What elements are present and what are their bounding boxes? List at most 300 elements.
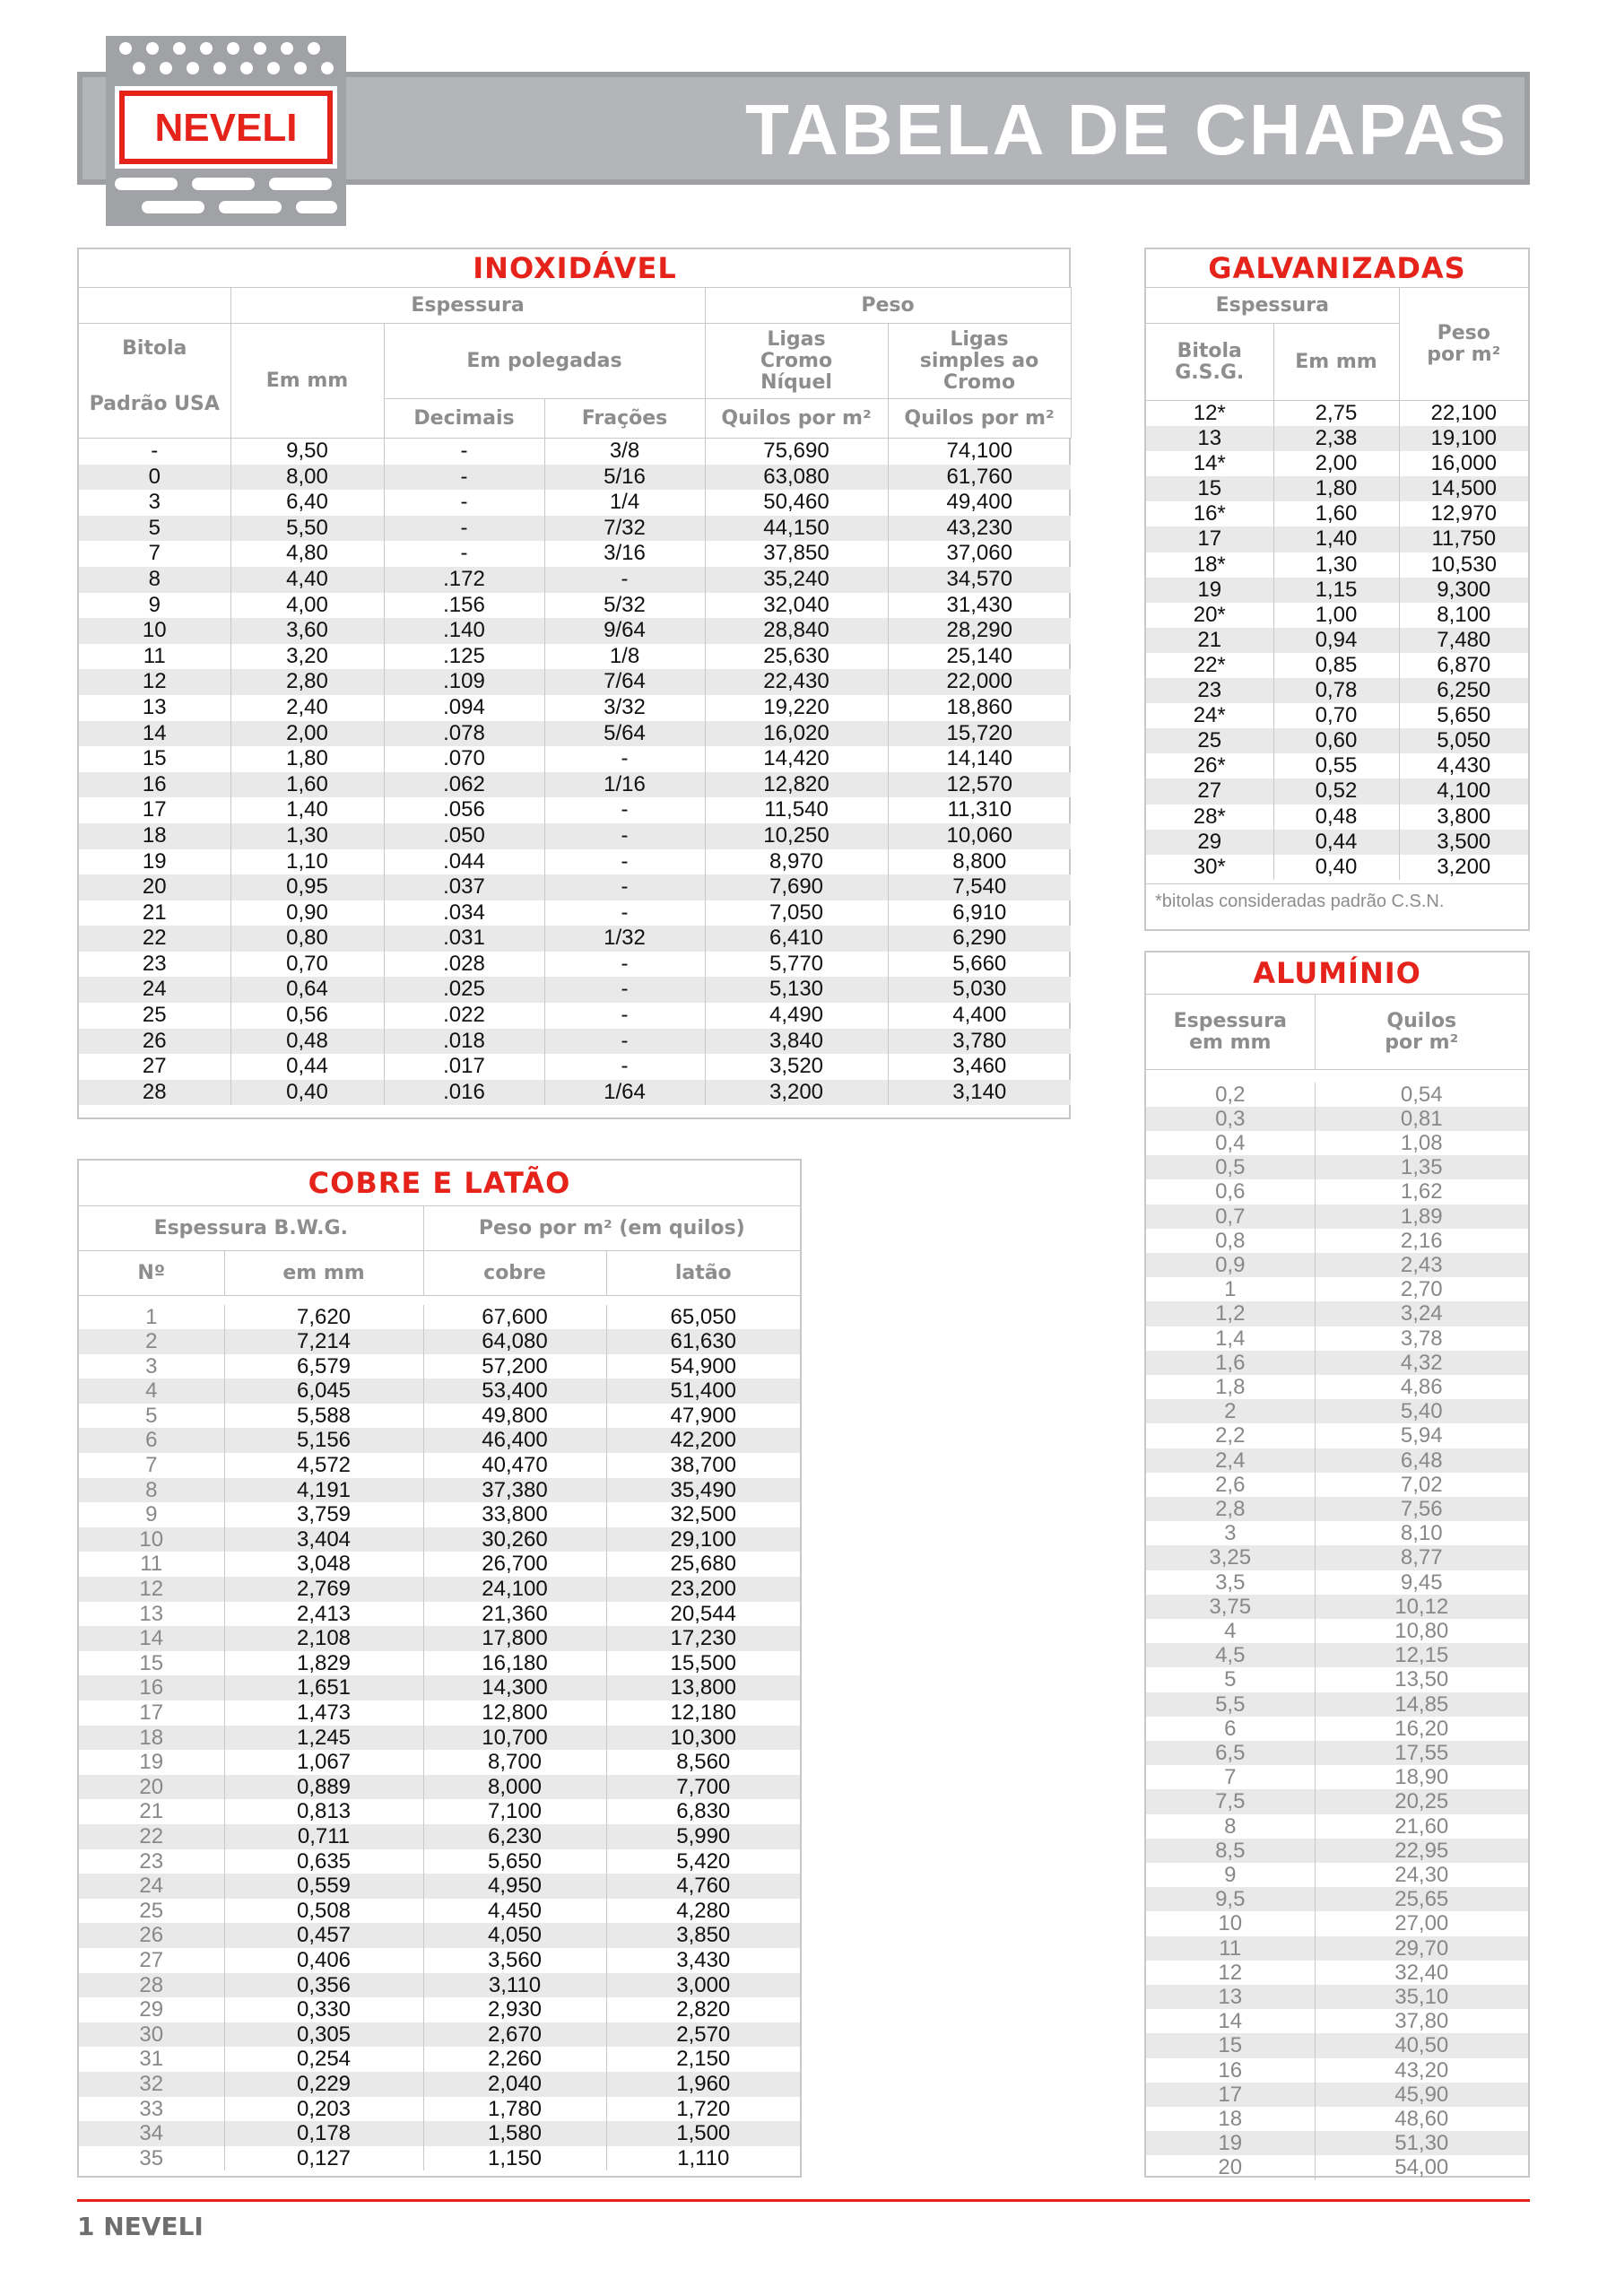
table-cell: 17 xyxy=(1146,526,1273,552)
table-cell: 7,540 xyxy=(888,874,1071,900)
table-row xyxy=(1146,526,1528,552)
table-cell: 19 xyxy=(1146,2131,1315,2155)
table-cell: 8 xyxy=(1224,1813,1237,1839)
table-cell: 15 xyxy=(1146,476,1273,501)
table-cell: 4,40 xyxy=(230,567,384,593)
table-cell: - xyxy=(384,490,544,516)
table-cell: 6,48 xyxy=(1315,1448,1528,1473)
table-row xyxy=(1146,1351,1528,1375)
table-cell: 6,870 xyxy=(1399,653,1528,678)
table-cell: .172 xyxy=(384,567,544,593)
table-cell: 4,400 xyxy=(888,1003,1071,1029)
table-cell: 2,4 xyxy=(1146,1448,1315,1473)
table-row xyxy=(79,2146,800,2171)
table-cell: 3,500 xyxy=(1399,830,1528,855)
table-row xyxy=(79,618,1071,644)
table-cell: 8,000 xyxy=(423,1775,606,1800)
table-cell: 4,450 xyxy=(423,1899,606,1924)
galv-table xyxy=(1146,249,1528,880)
table-cell: 11,750 xyxy=(1399,526,1528,552)
table-cell: 12,970 xyxy=(1399,501,1528,526)
table-cell: 1 xyxy=(145,1304,158,1329)
table-cell: 5,5 xyxy=(1146,1692,1315,1717)
table-cell: 5,770 xyxy=(705,952,888,978)
inox-bitola-header: Bitola xyxy=(122,337,187,360)
table-cell: 6,410 xyxy=(705,926,888,952)
table-cell: 11 xyxy=(1146,1936,1315,1961)
table-cell: 25 xyxy=(1146,728,1273,753)
table-row xyxy=(1146,1863,1528,1887)
table-cell: 1/8 xyxy=(544,644,705,670)
table-cell: - xyxy=(544,977,705,1003)
table-cell: 0,229 xyxy=(224,2072,423,2097)
table-cell: 12,800 xyxy=(423,1700,606,1726)
table-cell: 23,200 xyxy=(606,1577,800,1602)
table-cell: 1/32 xyxy=(544,926,705,952)
table-cell: 8,970 xyxy=(705,849,888,875)
table-row xyxy=(79,721,1071,747)
table-cell: 1,2 xyxy=(1146,1301,1315,1326)
table-cell: 0,559 xyxy=(224,1874,423,1899)
table-cell: 18,860 xyxy=(888,695,1071,721)
table-cell: 7,02 xyxy=(1315,1473,1528,1497)
table-cell: 3/32 xyxy=(544,695,705,721)
table-cell: 0,56 xyxy=(230,1003,384,1029)
table-cell: 42,200 xyxy=(606,1428,800,1453)
table-cell: 17 xyxy=(1146,2083,1315,2107)
table-cell: 63,080 xyxy=(705,465,888,491)
table-cell: 2,820 xyxy=(606,1997,800,2022)
table-cell: 64,080 xyxy=(423,1329,606,1354)
table-cell: 14 xyxy=(79,721,230,747)
table-cell: 29,70 xyxy=(1315,1936,1528,1961)
table-row xyxy=(1146,578,1528,603)
table-row xyxy=(79,1054,1071,1080)
table-cell: .070 xyxy=(384,746,544,772)
table-cell: 48,60 xyxy=(1315,2107,1528,2131)
table-cell: .062 xyxy=(384,772,544,798)
table-row xyxy=(79,1675,800,1700)
table-cell: 7,56 xyxy=(1315,1497,1528,1521)
table-cell: - xyxy=(384,541,544,567)
table-cell: 1,110 xyxy=(606,2146,800,2171)
table-row xyxy=(79,2097,800,2122)
table-row xyxy=(1146,1765,1528,1789)
table-row xyxy=(1146,1301,1528,1326)
table-row xyxy=(1146,1131,1528,1155)
table-cell: 2,2 xyxy=(1215,1423,1246,1448)
table-cell: 16,000 xyxy=(1399,451,1528,476)
cobre-rows xyxy=(79,1305,800,2171)
table-cell: 37,850 xyxy=(705,541,888,567)
table-cell: 7,480 xyxy=(1399,628,1528,653)
table-cell: 5/64 xyxy=(544,721,705,747)
table-row xyxy=(1146,855,1528,880)
table-row xyxy=(1146,1985,1528,2009)
table-cell: 5,50 xyxy=(230,516,384,542)
table-row xyxy=(79,1750,800,1775)
table-cell: 23 xyxy=(142,951,167,976)
galv-peso-header: Peso por m² xyxy=(1399,288,1528,401)
table-row xyxy=(79,2072,800,2097)
table-cell: 2,670 xyxy=(423,2022,606,2048)
table-cell: - xyxy=(544,952,705,978)
table-row xyxy=(1146,1839,1528,1863)
table-cell: 26 xyxy=(79,1029,230,1055)
table-row xyxy=(79,1626,800,1651)
table-row xyxy=(79,849,1071,875)
table-cell: 15 xyxy=(139,1650,164,1675)
table-cell: 1 xyxy=(1224,1277,1237,1302)
table-cell: .018 xyxy=(384,1029,544,1055)
table-cell: 61,630 xyxy=(606,1329,800,1354)
table-cell: 25,680 xyxy=(606,1552,800,1577)
table-cell: 20,25 xyxy=(1315,1789,1528,1813)
page-title: TABELA DE CHAPAS xyxy=(745,90,1508,170)
table-row xyxy=(1146,678,1528,703)
table-cell: 2,413 xyxy=(224,1602,423,1627)
table-row xyxy=(1146,1717,1528,1741)
table-row xyxy=(1146,703,1528,728)
table-cell: 75,690 xyxy=(705,439,888,465)
table-cell: 18 xyxy=(1218,2107,1243,2132)
table-cell: 8 xyxy=(79,1478,224,1503)
table-cell: 5/16 xyxy=(544,465,705,491)
table-cell: 25 xyxy=(139,1898,164,1923)
table-cell: 5,650 xyxy=(423,1849,606,1874)
table-cell: 0,60 xyxy=(1273,728,1399,753)
footer-page-label: 1 NEVELI xyxy=(77,2212,204,2241)
table-cell: 0,889 xyxy=(224,1775,423,1800)
table-cell: 0,48 xyxy=(1273,804,1399,830)
table-cell: 1,067 xyxy=(224,1750,423,1775)
table-cell: 1,960 xyxy=(606,2072,800,2097)
table-cell: 2,70 xyxy=(1315,1277,1528,1301)
table-cell: - xyxy=(544,849,705,875)
table-cell: 7,100 xyxy=(423,1799,606,1824)
table-cell: 18 xyxy=(79,823,230,849)
table-cell: 2,00 xyxy=(230,721,384,747)
table-cell: 24 xyxy=(79,977,230,1003)
table-cell: 33,800 xyxy=(423,1502,606,1527)
table-cell: 5,130 xyxy=(705,977,888,1003)
table-cell: 28,290 xyxy=(888,618,1071,644)
table-cell: 2,108 xyxy=(224,1626,423,1651)
table-cell: 37,060 xyxy=(888,541,1071,567)
table-cell: 35,240 xyxy=(705,567,888,593)
table-cell: 17,800 xyxy=(423,1626,606,1651)
table-cell: 7,690 xyxy=(705,874,888,900)
table-row xyxy=(79,439,1071,465)
inox-rows xyxy=(79,439,1071,1106)
table-cell: 6,045 xyxy=(224,1378,423,1404)
table-cell: 7 xyxy=(1224,1765,1237,1790)
table-row xyxy=(79,1799,800,1824)
table-cell: 49,400 xyxy=(888,490,1071,516)
table-cell: 13,800 xyxy=(606,1675,800,1700)
table-cell: 27 xyxy=(139,1947,164,1972)
galv-table-box xyxy=(1144,248,1530,931)
table-cell: 3,430 xyxy=(606,1948,800,1973)
table-cell: 4,191 xyxy=(224,1478,423,1503)
table-cell: 1,473 xyxy=(224,1700,423,1726)
table-cell: 1,62 xyxy=(1315,1179,1528,1204)
table-cell: 25 xyxy=(142,1003,167,1028)
table-cell: 30* xyxy=(1193,854,1226,879)
table-cell: 0,94 xyxy=(1273,628,1399,653)
table-cell: 21 xyxy=(139,1799,164,1824)
table-row xyxy=(79,926,1071,952)
table-cell: .044 xyxy=(384,849,544,875)
table-cell: 17 xyxy=(142,797,167,822)
table-row xyxy=(79,1378,800,1404)
table-cell: 0,44 xyxy=(1273,830,1399,855)
table-row xyxy=(79,1354,800,1379)
table-row xyxy=(79,797,1071,823)
table-row xyxy=(1146,2131,1528,2155)
table-cell: 7/32 xyxy=(544,516,705,542)
table-cell: 20,544 xyxy=(606,1602,800,1627)
table-row xyxy=(1146,1375,1528,1399)
table-cell: 3,759 xyxy=(224,1502,423,1527)
table-cell: 4,280 xyxy=(606,1899,800,1924)
table-row xyxy=(79,1577,800,1602)
table-row xyxy=(79,1726,800,1751)
table-cell: 0,6 xyxy=(1215,1179,1246,1205)
table-row xyxy=(1146,1448,1528,1473)
table-cell: .025 xyxy=(384,977,544,1003)
table-cell: 24* xyxy=(1193,703,1226,728)
table-cell: 0,70 xyxy=(1273,703,1399,728)
table-row xyxy=(1146,1545,1528,1570)
table-cell: 3,520 xyxy=(705,1054,888,1080)
table-row xyxy=(1146,1229,1528,1253)
table-cell: .022 xyxy=(384,1003,544,1029)
table-cell: 29,100 xyxy=(606,1527,800,1552)
table-row xyxy=(1146,1667,1528,1692)
table-cell: 57,200 xyxy=(423,1354,606,1379)
table-cell: 32 xyxy=(79,2072,224,2097)
table-cell: 22,95 xyxy=(1315,1839,1528,1863)
table-row xyxy=(79,1404,800,1429)
table-cell: 0,305 xyxy=(224,2022,423,2048)
table-cell: 10 xyxy=(79,618,230,644)
table-cell: .078 xyxy=(384,721,544,747)
galv-bitola-header: Bitola G.S.G. xyxy=(1146,324,1273,401)
table-cell: 13 xyxy=(1146,1985,1315,2009)
table-row xyxy=(1146,2033,1528,2057)
table-cell: 5,050 xyxy=(1399,728,1528,753)
cobre-latao-header: latão xyxy=(606,1251,800,1296)
table-cell: 1,651 xyxy=(224,1675,423,1700)
table-cell: 12 xyxy=(79,669,230,695)
table-row xyxy=(79,541,1071,567)
table-row xyxy=(79,977,1071,1003)
table-cell: 11,540 xyxy=(705,797,888,823)
table-row xyxy=(1146,451,1528,476)
cobre-esp-header: Espessura B.W.G. xyxy=(79,1206,423,1251)
table-cell: 1,4 xyxy=(1215,1326,1246,1351)
table-cell: 2,260 xyxy=(423,2047,606,2072)
table-cell: 51,400 xyxy=(606,1378,800,1404)
table-cell: - xyxy=(544,1003,705,1029)
table-cell: 0,8 xyxy=(1215,1228,1246,1253)
table-cell: 22 xyxy=(79,1824,224,1849)
table-cell: 1,150 xyxy=(423,2146,606,2171)
table-cell: 4,86 xyxy=(1315,1375,1528,1399)
table-cell: .037 xyxy=(384,874,544,900)
table-cell: 0,70 xyxy=(230,952,384,978)
table-row xyxy=(1146,1423,1528,1448)
table-row xyxy=(1146,830,1528,855)
table-cell: 18 xyxy=(79,1726,224,1751)
cobre-no-header: Nº xyxy=(79,1251,224,1296)
table-cell: - xyxy=(544,797,705,823)
table-cell: 3/8 xyxy=(544,439,705,465)
table-cell: 16 xyxy=(79,772,230,798)
table-cell: 40,470 xyxy=(423,1453,606,1478)
table-row xyxy=(1146,778,1528,804)
table-cell: 3,780 xyxy=(888,1029,1071,1055)
table-cell: 32,040 xyxy=(705,593,888,619)
table-cell: 20 xyxy=(79,874,230,900)
table-cell: 7/64 xyxy=(544,669,705,695)
table-cell: 4,760 xyxy=(606,1874,800,1899)
table-cell: 1,15 xyxy=(1273,578,1399,603)
table-cell: 3,5 xyxy=(1215,1570,1246,1595)
table-cell: 2,930 xyxy=(423,1997,606,2022)
table-row xyxy=(79,593,1071,619)
table-cell: 22* xyxy=(1193,652,1226,677)
table-cell: .034 xyxy=(384,900,544,926)
table-cell: .017 xyxy=(384,1054,544,1080)
table-cell: 8,77 xyxy=(1315,1545,1528,1570)
table-cell: 0,81 xyxy=(1315,1107,1528,1131)
table-cell: 1,40 xyxy=(1273,526,1399,552)
table-cell: 21 xyxy=(1146,628,1273,653)
table-cell: 0,85 xyxy=(1273,653,1399,678)
table-cell: 2,040 xyxy=(423,2072,606,2097)
table-cell: 6 xyxy=(79,1428,224,1453)
table-cell: 19 xyxy=(142,848,167,874)
table-row xyxy=(1146,1083,1528,1107)
cobre-emmm-header: em mm xyxy=(224,1251,423,1296)
table-cell: 21,360 xyxy=(423,1602,606,1627)
table-cell: 3,840 xyxy=(705,1029,888,1055)
table-cell: 1,30 xyxy=(1273,552,1399,578)
table-row xyxy=(79,516,1071,542)
table-cell: - xyxy=(544,874,705,900)
table-cell: 2,150 xyxy=(606,2047,800,2072)
table-cell: 3,850 xyxy=(606,1923,800,1948)
table-row xyxy=(79,465,1071,491)
table-row xyxy=(1146,2058,1528,2083)
table-cell: 1,80 xyxy=(230,746,384,772)
table-cell: 2,00 xyxy=(1273,451,1399,476)
table-cell: 3,200 xyxy=(1399,855,1528,880)
table-cell: 3,20 xyxy=(230,644,384,670)
table-cell: - xyxy=(544,567,705,593)
table-cell: 2,8 xyxy=(1146,1497,1315,1521)
table-row xyxy=(1146,1107,1528,1131)
table-row xyxy=(1146,1277,1528,1301)
table-row xyxy=(1146,476,1528,501)
table-cell: 1,80 xyxy=(1273,476,1399,501)
table-cell: 43,20 xyxy=(1315,2058,1528,2083)
table-cell: 47,900 xyxy=(606,1404,800,1429)
table-cell: 22,430 xyxy=(705,669,888,695)
table-row xyxy=(79,1651,800,1676)
table-cell: 34,570 xyxy=(888,567,1071,593)
table-cell: 3 xyxy=(148,490,161,515)
table-row xyxy=(1146,628,1528,653)
table-cell: 29 xyxy=(139,1997,164,2022)
table-row xyxy=(79,952,1071,978)
table-cell: 5/32 xyxy=(544,593,705,619)
table-cell: 7 xyxy=(145,1453,158,1478)
table-cell: 7,700 xyxy=(606,1775,800,1800)
table-cell: 5,030 xyxy=(888,977,1071,1003)
table-row xyxy=(79,1502,800,1527)
table-cell: 34 xyxy=(79,2121,224,2146)
table-cell: 0,356 xyxy=(224,1973,423,1998)
table-cell: .056 xyxy=(384,797,544,823)
inox-table xyxy=(79,249,1072,1105)
table-cell: 13,50 xyxy=(1315,1667,1528,1692)
table-row xyxy=(1146,426,1528,451)
table-cell: 43,230 xyxy=(888,516,1071,542)
table-cell: 14,140 xyxy=(888,746,1071,772)
galv-espessura-header: Espessura xyxy=(1146,288,1399,324)
table-cell: 25,630 xyxy=(705,644,888,670)
table-cell: 10,80 xyxy=(1315,1619,1528,1643)
table-cell: 3 xyxy=(145,1353,158,1378)
table-cell: 2,80 xyxy=(230,669,384,695)
table-cell: 1,8 xyxy=(1215,1374,1246,1399)
table-cell: 3,110 xyxy=(423,1973,606,1998)
table-row xyxy=(79,1478,800,1503)
table-cell: 27 xyxy=(142,1054,167,1079)
table-cell: 1,500 xyxy=(606,2121,800,2146)
table-cell: .050 xyxy=(384,823,544,849)
table-cell: 10 xyxy=(79,1527,224,1552)
table-cell: 4,5 xyxy=(1146,1643,1315,1667)
table-cell: 14,500 xyxy=(1399,476,1528,501)
table-cell: 17,230 xyxy=(606,1626,800,1651)
table-cell: 9 xyxy=(148,592,161,617)
table-cell: 24 xyxy=(79,1874,224,1899)
table-row xyxy=(1146,804,1528,830)
table-cell: 4,572 xyxy=(224,1453,423,1478)
table-row xyxy=(79,1948,800,1973)
table-cell: 5,660 xyxy=(888,952,1071,978)
table-cell: 4,950 xyxy=(423,1874,606,1899)
inox-emmm-header: Em mm xyxy=(230,324,384,439)
table-row xyxy=(1146,1961,1528,1985)
table-cell: 0,7 xyxy=(1146,1205,1315,1229)
table-cell: 7,050 xyxy=(705,900,888,926)
table-row xyxy=(79,1874,800,1899)
table-cell: 14 xyxy=(1218,2009,1243,2034)
table-cell: 8,700 xyxy=(423,1750,606,1775)
table-cell: 61,760 xyxy=(888,465,1071,491)
table-cell: 8,100 xyxy=(1399,603,1528,628)
table-cell: 1/64 xyxy=(544,1080,705,1106)
table-cell: 0,457 xyxy=(224,1923,423,1948)
table-cell: 16 xyxy=(1218,2057,1243,2083)
table-cell: 2,769 xyxy=(224,1577,423,1602)
table-cell: 25,65 xyxy=(1315,1887,1528,1911)
